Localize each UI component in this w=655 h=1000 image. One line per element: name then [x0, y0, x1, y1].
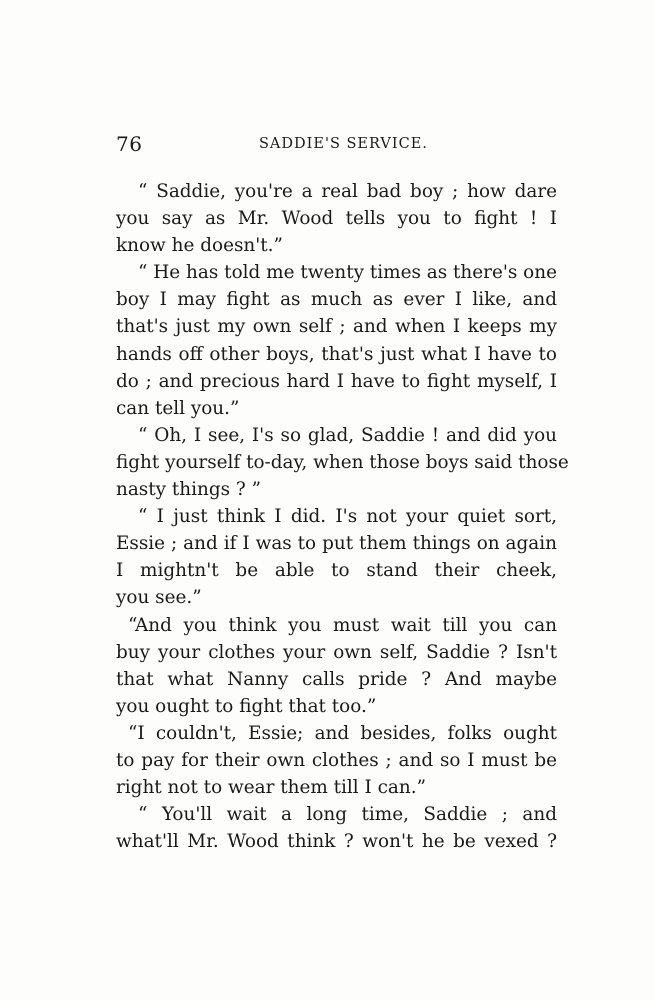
- text-line: buy your clothes your own self, Saddie ? Isn't: [116, 641, 557, 663]
- body-text: [116, 178, 569, 855]
- text-line: know he doesn't.”: [116, 235, 283, 257]
- text-line: you ought to fight that too.”: [116, 695, 377, 717]
- text-line: right not to wear them till I can.”: [116, 777, 426, 799]
- text-line: that's just my own self ; and when I keeps my: [116, 316, 557, 338]
- text-line: boy I may fight as much as ever I like, and: [116, 289, 557, 311]
- text-line: “ You'll wait a long time, Saddie ; and: [138, 804, 557, 826]
- running-head-title: SADDIE'S SERVICE.: [259, 136, 428, 152]
- text-line: to pay for their own clothes ; and so I must be: [116, 749, 557, 771]
- text-line: you see.”: [116, 587, 202, 609]
- text-line: “ Oh, I see, I's so glad, Saddie ! and did you: [138, 424, 557, 446]
- text-line: I mightn't be able to stand their cheek,: [116, 560, 557, 582]
- text-line: that what Nanny calls pride ? And maybe: [116, 668, 557, 690]
- page-number: 76: [116, 132, 143, 156]
- text-line: “ I just think I did. I's not your quiet sort,: [138, 506, 557, 528]
- text-line: “I couldn't, Essie; and besides, folks ought: [128, 722, 557, 744]
- text-line: Essie ; and if I was to put them things on again: [116, 533, 557, 555]
- running-head: [116, 132, 556, 158]
- text-line: “ Saddie, you're a real bad boy ; how dare: [138, 181, 557, 202]
- text-line: “ He has told me twenty times as there's one: [138, 262, 557, 284]
- text-line: do ; and precious hard I have to fight myself, I: [116, 370, 557, 392]
- text-line: nasty things ? ”: [116, 479, 261, 501]
- text-line: fight yourself to-day, when those boys said those: [116, 451, 569, 473]
- text-line: hands off other boys, that's just what I have to: [116, 343, 557, 365]
- text-line: can tell you.”: [116, 397, 240, 419]
- text-line: what'll Mr. Wood think ? won't he be vexed ?: [116, 831, 557, 853]
- text-line: you say as Mr. Wood tells you to fight ! I: [116, 208, 557, 230]
- text-line: “And you think you must wait till you can: [128, 614, 557, 636]
